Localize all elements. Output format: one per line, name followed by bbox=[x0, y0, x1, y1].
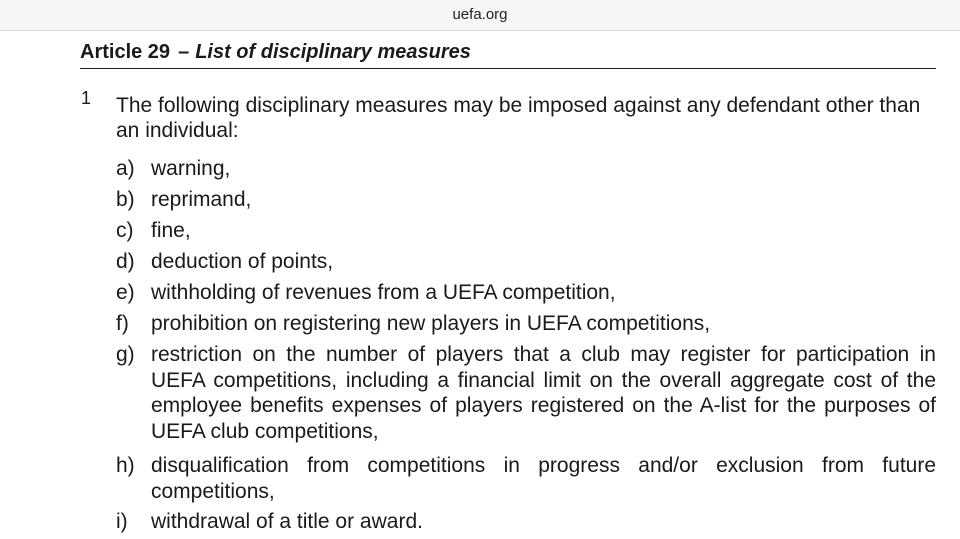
list-item bbox=[116, 342, 936, 444]
list-item-letter: b) bbox=[116, 188, 135, 211]
list-item-letter: g) bbox=[116, 343, 135, 366]
list-item bbox=[116, 187, 936, 213]
list-item bbox=[116, 509, 936, 535]
article-number: Article 29 bbox=[80, 41, 171, 63]
list-item-text: deduction of points, bbox=[151, 250, 334, 273]
list-item bbox=[116, 311, 936, 337]
list-item-letter: a) bbox=[116, 157, 135, 180]
list-item-text: withdrawal of a title or award. bbox=[151, 510, 423, 533]
list-item-letter: i) bbox=[116, 510, 128, 533]
paragraph-number: 1 bbox=[81, 88, 92, 108]
list-item bbox=[116, 249, 936, 275]
list-item-text: warning, bbox=[151, 157, 231, 180]
list-item bbox=[116, 156, 936, 182]
url-text[interactable]: uefa.org bbox=[452, 6, 508, 23]
list-item bbox=[116, 453, 936, 504]
heading-separator: – bbox=[178, 41, 190, 63]
list-item-letter: c) bbox=[116, 219, 134, 242]
article-title: List of disciplinary measures bbox=[195, 41, 471, 63]
article-heading bbox=[80, 38, 936, 69]
list-item-text: withholding of revenues from a UEFA competition, bbox=[151, 281, 616, 304]
list-item-text: prohibition on registering new players in UEFA competitions, bbox=[151, 312, 711, 335]
list-item-letter: f) bbox=[116, 312, 129, 335]
list-item-letter: d) bbox=[116, 250, 135, 273]
list-item-letter: e) bbox=[116, 281, 135, 304]
paragraph-intro: The following disciplinary measures may be imposed against any defendant other than an individual: bbox=[116, 94, 921, 142]
list-item-text: fine, bbox=[151, 219, 191, 242]
address-bar[interactable] bbox=[0, 0, 960, 31]
list-item bbox=[116, 218, 936, 244]
list-item-text: disqualification from competitions in progress and/or exclusion from future competitions, bbox=[151, 454, 936, 503]
list-item-text: restriction on the number of players that a club may register for participation in UEFA competitions, including a financial limit on the overall aggregate cost of the employee benefits expenses of players registered on the A-list for the purposes of UEFA club competitions, bbox=[151, 343, 936, 443]
list-item bbox=[116, 280, 936, 306]
list-item-text: reprimand, bbox=[151, 188, 252, 211]
list-item-letter: h) bbox=[116, 454, 135, 477]
